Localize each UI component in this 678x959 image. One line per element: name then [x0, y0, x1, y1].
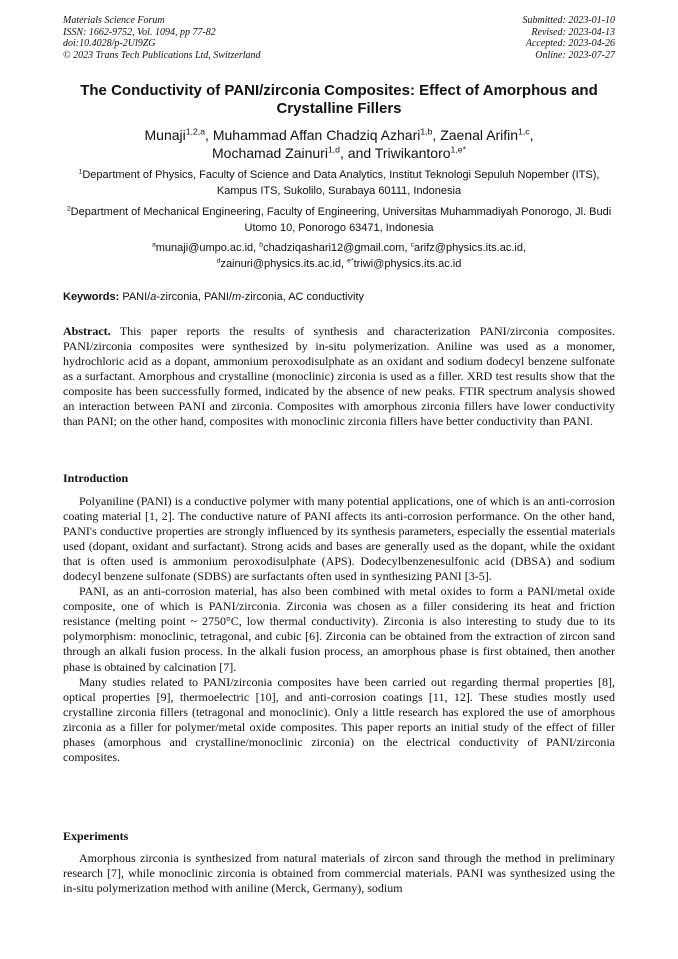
- abstract: [63, 324, 615, 429]
- date-submitted: Submitted: 2023-01-10: [522, 15, 615, 26]
- section-heading-experiments: Experiments: [63, 829, 129, 843]
- keyword-text: a: [150, 291, 157, 303]
- affiliation-2: [63, 204, 615, 236]
- email-link[interactable]: arifz@physics.its.ac.id,: [414, 242, 527, 254]
- author-name: Zaenal Arifin: [440, 127, 519, 143]
- paper-title: The Conductivity of PANI/zirconia Composites: Effect of Amorphous and Crystalline Fillers: [80, 82, 598, 117]
- author-name: Muhammad Affan Chadziq Azhari: [212, 127, 421, 143]
- affiliation-1: [63, 167, 615, 199]
- keyword-text: m: [231, 291, 242, 303]
- author-sup: 1,c: [518, 126, 530, 137]
- affiliation-text: Department of Mechanical Engineering, Faculty of Engineering, Universitas Muhammadiyah Ponorogo, Jl. Budi Utomo 10, Ponorogo 63471, Indonesia: [70, 206, 612, 234]
- keywords-label: Keywords:: [63, 291, 120, 303]
- email-link[interactable]: munaji@umpo.ac.id,: [155, 242, 257, 254]
- paragraph: Polyaniline (PANI) is a conductive polymer with many potential applications, one of which is an anti-corrosion coating material [1, 2]. The conductive nature of PANI affects its anti-corrosion performance. On the other hand, PANI's conductive properties are strongly influenced by its synthesis parameters, especially the essential materials used (dopant, oxidant and surfactant). Strong acids and bases are generally used as the dopant, while the oxidant that is often used is ammonium peroxodisulphate (APS). Dodecylbenzenesulfonic acid (DBSA) and sodium dodecyl benzene sulfonate (SDBS) are surfactants often used in synthesizing PANI [3-5].: [63, 494, 615, 584]
- affiliation-text: Department of Physics, Faculty of Science and Data Analytics, Institut Teknologi Sepuluh Nopember (ITS), Kampus ITS, Sukolilo, Surabaya 60111, Indonesia: [82, 169, 600, 197]
- paragraph: Amorphous zirconia is synthesized from natural materials of zircon sand through the method in preliminary research [7], while monoclinic zirconia is obtained from commercial materials. PANI was synthesized using the in-situ polymerization method with aniline (Merck, Germany), sodium: [63, 851, 615, 896]
- date-accepted: Accepted: 2023-04-26: [525, 38, 615, 49]
- date-revised: Revised: 2023-04-13: [531, 26, 615, 38]
- date-online: Online: 2023-07-27: [535, 49, 615, 61]
- submission-dates: [523, 15, 616, 61]
- author-list: Munaji$^{1,2,a}$, Muhammad Affan Chadziq Azhari$^{1,b}$, Zaenal Arifin$^{1,c}$, Mochamad Zainuri$^{1,d}$, and Triwikantoro$^{1,e*}$: [144, 126, 534, 161]
- email-link[interactable]: zainuri@physics.its.ac.id,: [220, 258, 345, 270]
- email-link[interactable]: chadziqashari12@gmail.com,: [263, 242, 408, 254]
- affiliation-sup: 1: [78, 168, 83, 176]
- abstract-label: Abstract.: [63, 324, 111, 338]
- keyword-text: PANI/: [122, 291, 151, 303]
- email-link[interactable]: triwi@physics.its.ac.id: [353, 258, 462, 270]
- paragraph: Many studies related to PANI/zirconia composites have been carried out regarding thermal properties [8], optical properties [9], thermoelectric [10], and anti-corrosion coatings [11, 12]. These studies mostly used crystalline zirconia fillers (tetragonal and monoclinic). Only a little research has explored the use of amorphous zirconia as a filler for polymer/metal oxide composites. This paper reports an initial study of the effect of filler phases (amorphous and crystalline/monoclinic zirconia) on the electrical conductivity of PANI/zirconia composites.: [63, 674, 615, 764]
- journal-doi: doi:10.4028/p-2Ul9ZG: [63, 38, 156, 49]
- author-emails: $^a$munaji@umpo.ac.id, $^b$chadziqashari12@gmail.com, $^c$arifz@physics.its.ac.id, $^d$zainuri@physics.its.ac.id, $^{e*}$triwi@physics.its.ac.id: [151, 241, 527, 270]
- keywords: [63, 290, 615, 304]
- journal-name: Materials Science Forum: [63, 15, 165, 26]
- author-sup: 1,2,a: [185, 126, 206, 137]
- author-name: Triwikantoro: [374, 145, 451, 161]
- paragraph: PANI, as an anti-corrosion material, has also been combined with metal oxides to form a PANI/metal oxide composite, one of which is PANI/zirconia. Zirconia was chosen as a filler considering its heat and friction resistance (melting point ~ 2750°C, low thermal conductivity). Zirconia is also interesting to study due to its polymorphism: monoclinic, tetragonal, and cubic [6]. Zirconia can be obtained from the extraction of zircon sand through an alkali fusion process. In the alkali fusion process, an amorphous phase is first obtained, then another phase is obtained by calcination [7].: [63, 584, 615, 674]
- section-heading-introduction: Introduction: [63, 471, 129, 485]
- affiliation-sup: 2: [66, 205, 71, 213]
- author-name: Munaji: [144, 127, 186, 143]
- abstract-text: This paper reports the results of synthesis and characterization PANI/zirconia composites. PANI/zirconia composites were synthesized by in-situ polymerization. Aniline was used as a monomer, hydrochloric acid as a dopant, ammonium peroxodisulphate as an oxidant and sodium dodecyl benzene sulfonate as a surfactant. Amorphous and crystalline (monoclinic) zirconia is used as a filler. XRD test results show that the composite has been successfully formed, indicated by the absence of new peaks. FTIR spectrum analysis showed an interaction between PANI and zirconia. Composites with amorphous zirconia fillers have lower conductivity than PANI; on the other hand, composites with monoclinic zirconia fillers have better conductivity than PANI.: [63, 324, 615, 429]
- experiments-body: [63, 851, 615, 896]
- author-sup: 1,b: [420, 126, 433, 137]
- author-name: Mochamad Zainuri: [212, 145, 328, 161]
- author-sup: 1,e*: [450, 144, 466, 155]
- author-sup: 1,d: [327, 144, 341, 155]
- journal-issn: ISSN: 1662-9752, Vol. 1094, pp 77-82: [63, 26, 216, 38]
- journal-copyright: © 2023 Trans Tech Publications Ltd, Switzerland: [63, 49, 261, 61]
- introduction-body: [63, 494, 615, 765]
- keyword-text: -zirconia, AC conductivity: [241, 291, 365, 303]
- journal-info: [63, 15, 261, 61]
- keyword-text: -zirconia, PANI/: [156, 291, 232, 303]
